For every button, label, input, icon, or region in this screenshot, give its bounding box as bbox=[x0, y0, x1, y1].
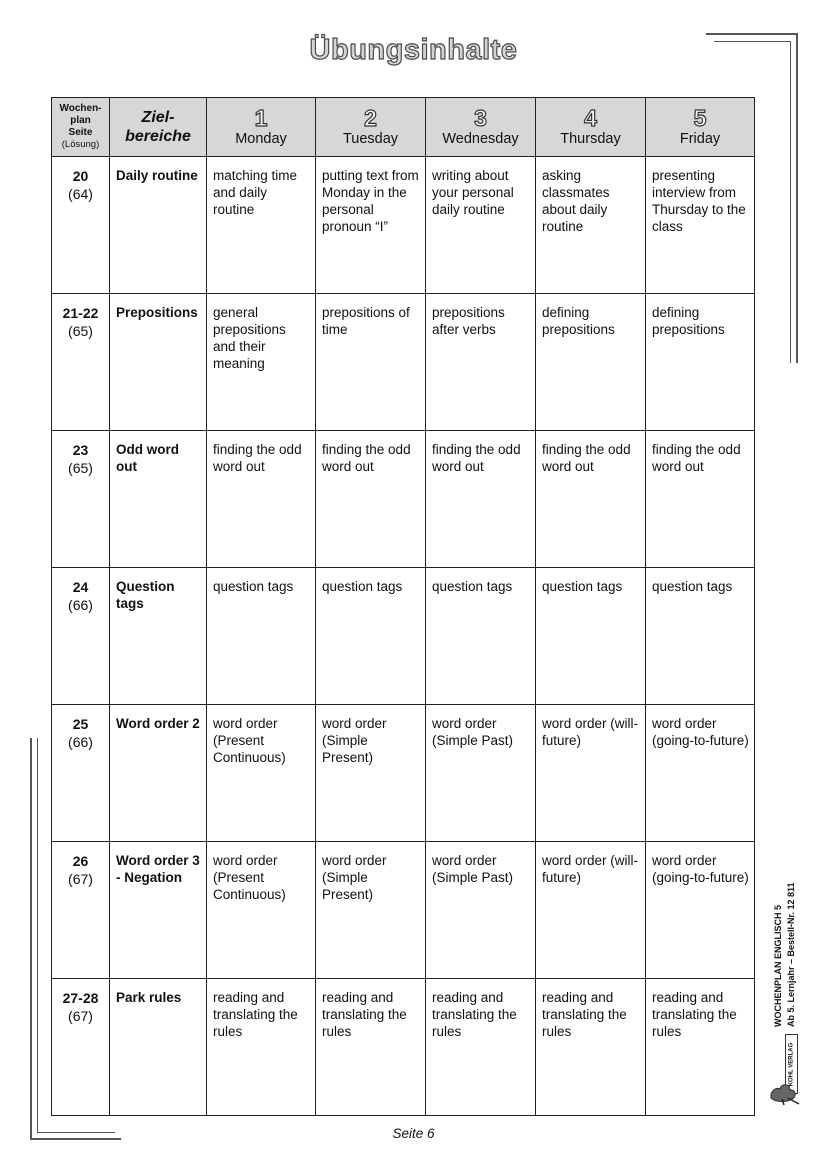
table-row bbox=[52, 705, 755, 842]
header-wochenplan-line: Wochen- bbox=[59, 103, 102, 114]
task-cell: presenting interview from Thursday to the class bbox=[646, 157, 755, 294]
page-number: 25 bbox=[72, 716, 89, 732]
page-cell bbox=[52, 705, 110, 842]
task-cell: word order (will-future) bbox=[536, 842, 646, 979]
area-cell: Prepositions bbox=[110, 294, 207, 431]
header-day-thursday bbox=[536, 98, 646, 157]
side-series-title: WOCHENPLAN ENGLISCH 5 bbox=[773, 904, 783, 1027]
task-cell: finding the odd word out bbox=[646, 431, 755, 568]
frame-line-bottom-left-v2 bbox=[37, 738, 38, 1133]
day-number: 3 bbox=[474, 105, 487, 131]
task-cell: matching time and daily routine bbox=[207, 157, 316, 294]
task-cell: question tags bbox=[426, 568, 536, 705]
page-number: 21-22 bbox=[62, 305, 99, 321]
task-cell: word order (will-future) bbox=[536, 705, 646, 842]
page-number: 26 bbox=[72, 853, 89, 869]
task-cell: prepositions of time bbox=[316, 294, 426, 431]
task-cell: question tags bbox=[316, 568, 426, 705]
solution-page: (65) bbox=[68, 323, 93, 339]
solution-page: (66) bbox=[68, 597, 93, 613]
task-cell: reading and translating the rules bbox=[646, 979, 755, 1116]
task-cell: reading and translating the rules bbox=[207, 979, 316, 1116]
day-number: 2 bbox=[364, 105, 377, 131]
day-name: Thursday bbox=[560, 131, 621, 147]
task-cell: prepositions after verbs bbox=[426, 294, 536, 431]
area-cell: Park rules bbox=[110, 979, 207, 1116]
frame-line-top-right-v2 bbox=[790, 41, 791, 363]
task-cell: word order (Present Continuous) bbox=[207, 842, 316, 979]
area-cell: Word order 2 bbox=[110, 705, 207, 842]
page-number: 20 bbox=[72, 168, 89, 184]
header-day-wednesday bbox=[426, 98, 536, 157]
tree-icon bbox=[768, 1078, 802, 1106]
page-title: Übungsinhalte bbox=[309, 34, 518, 66]
header-day-monday bbox=[207, 98, 316, 157]
task-cell: reading and translating the rules bbox=[426, 979, 536, 1116]
page-cell bbox=[52, 979, 110, 1116]
solution-page: (64) bbox=[68, 186, 93, 202]
table-header-row bbox=[52, 98, 755, 157]
table-row bbox=[52, 979, 755, 1116]
task-cell: word order (Simple Present) bbox=[316, 705, 426, 842]
header-zielbereiche bbox=[110, 98, 207, 157]
task-cell: putting text from Monday in the personal pronoun “I” bbox=[316, 157, 426, 294]
side-publication-info bbox=[772, 852, 806, 1027]
page-cell bbox=[52, 294, 110, 431]
page-cell bbox=[52, 842, 110, 979]
solution-page: (66) bbox=[68, 734, 93, 750]
frame-line-bottom-left-v1 bbox=[30, 738, 32, 1139]
header-ziel-line: Ziel- bbox=[141, 109, 175, 126]
page-cell bbox=[52, 568, 110, 705]
task-cell: question tags bbox=[646, 568, 755, 705]
header-loesung: (Lösung) bbox=[61, 139, 100, 150]
table-row bbox=[52, 431, 755, 568]
solution-page: (67) bbox=[68, 1008, 93, 1024]
header-wochenplan-seite bbox=[52, 98, 110, 157]
header-day-friday bbox=[646, 98, 755, 157]
task-cell: reading and translating the rules bbox=[316, 979, 426, 1116]
solution-page: (67) bbox=[68, 871, 93, 887]
day-name: Wednesday bbox=[442, 131, 519, 147]
task-cell: writing about your personal daily routine bbox=[426, 157, 536, 294]
task-cell: asking classmates about daily routine bbox=[536, 157, 646, 294]
task-cell: question tags bbox=[207, 568, 316, 705]
task-cell: finding the odd word out bbox=[207, 431, 316, 568]
page-number: 23 bbox=[72, 442, 89, 458]
header-wochenplan-line: plan bbox=[70, 115, 91, 126]
frame-line-top-right-v1 bbox=[796, 33, 798, 363]
task-cell: word order (Simple Past) bbox=[426, 705, 536, 842]
header-wochenplan-line: Seite bbox=[68, 127, 93, 138]
day-name: Monday bbox=[235, 131, 287, 147]
task-cell: finding the odd word out bbox=[536, 431, 646, 568]
header-ziel-line: bereiche bbox=[125, 128, 191, 145]
page-cell bbox=[52, 431, 110, 568]
header-day-tuesday bbox=[316, 98, 426, 157]
area-cell: Question tags bbox=[110, 568, 207, 705]
page-cell bbox=[52, 157, 110, 294]
task-cell: finding the odd word out bbox=[426, 431, 536, 568]
area-cell: Odd word out bbox=[110, 431, 207, 568]
area-cell: Daily routine bbox=[110, 157, 207, 294]
side-order-number: Ab 5. Lernjahr – Bestell-Nr. 12 811 bbox=[786, 882, 796, 1027]
day-name: Tuesday bbox=[342, 131, 399, 147]
solution-page: (65) bbox=[68, 460, 93, 476]
task-cell: word order (Simple Past) bbox=[426, 842, 536, 979]
day-number: 1 bbox=[254, 105, 268, 131]
day-name: Friday bbox=[679, 131, 721, 147]
task-cell: word order (Simple Present) bbox=[316, 842, 426, 979]
task-cell: defining prepositions bbox=[536, 294, 646, 431]
page-number: 27-28 bbox=[62, 990, 99, 1006]
table-row bbox=[52, 842, 755, 979]
task-cell: finding the odd word out bbox=[316, 431, 426, 568]
exercise-overview-table bbox=[51, 97, 755, 1116]
frame-line-top-right-h1 bbox=[706, 33, 797, 35]
task-cell: word order (Present Continuous) bbox=[207, 705, 316, 842]
task-cell: reading and translating the rules bbox=[536, 979, 646, 1116]
day-number: 4 bbox=[584, 105, 597, 131]
task-cell: defining prepositions bbox=[646, 294, 755, 431]
task-cell: word order (going-to-future) bbox=[646, 705, 755, 842]
page-number: 24 bbox=[72, 579, 89, 595]
frame-line-top-right-h2 bbox=[714, 41, 791, 42]
table-row bbox=[52, 157, 755, 294]
task-cell: word order (going-to-future) bbox=[646, 842, 755, 979]
area-cell: Word order 3 - Negation bbox=[110, 842, 207, 979]
table-row bbox=[52, 568, 755, 705]
page-number-footer: Seite 6 bbox=[392, 1126, 435, 1141]
publisher-name: KOHL VERLAG bbox=[788, 1042, 795, 1087]
day-number: 5 bbox=[693, 105, 707, 131]
task-cell: question tags bbox=[536, 568, 646, 705]
table-row bbox=[52, 294, 755, 431]
task-cell: general prepositions and their meaning bbox=[207, 294, 316, 431]
